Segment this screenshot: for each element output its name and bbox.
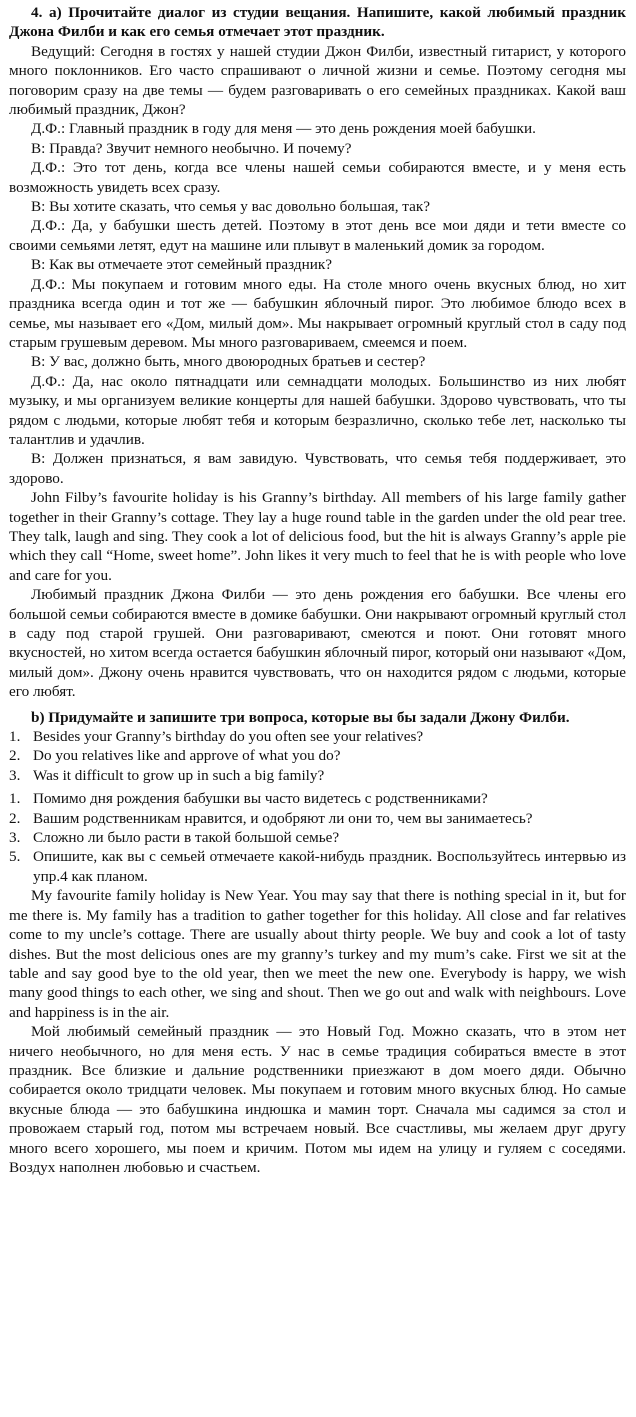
dialogue-line: В: Вы хотите сказать, что семья у вас довольно большая, так? bbox=[31, 198, 430, 216]
dialogue-line: Д.Ф.: Главный праздник в году для меня — это день рождения моей бабушки. bbox=[31, 120, 536, 138]
list-number: 3. bbox=[9, 829, 21, 847]
dialogue-line: Д.Ф.: Да, нас около пятнадцати или семнадцати молодых. Большинство из них любят музыку, и мы организуем великие концерты для нашей бабушки. Здорово чувствовать, что ты рядом с людьми, которые любят тебя и которым безразлично, сколько тебе лет, насколько ты талантлив и удачлив. bbox=[9, 372, 626, 448]
list-item bbox=[9, 789, 626, 808]
exercise-4a-heading: 4. a) Прочитайте диалог из студии вещания. Напишите, какой любимый праздник Джона Филби и как его семья отмечает этот праздник. bbox=[9, 4, 626, 41]
dialogue-line: Д.Ф.: Да, у бабушки шесть детей. Поэтому в этот день все мои дяди и тети вместе со своими семьями летят, едут на машине или плывут в маленький домик за городом. bbox=[9, 217, 626, 254]
list-number: 2. bbox=[9, 809, 21, 827]
list-text: Помимо дня рождения бабушки вы часто видетесь с родственниками? bbox=[33, 790, 488, 808]
list-number: 1. bbox=[9, 728, 21, 746]
list-text: Сложно ли было расти в такой большой семье? bbox=[33, 829, 340, 847]
dialogue-line: Д.Ф.: Это тот день, когда все члены нашей семьи собираются вместе, и у меня есть возможность увидеть всех сразу. bbox=[9, 159, 626, 196]
dialogue-line: Ведущий: Сегодня в гостях у нашей студии Джон Филби, известный гитарист, у которого много поклонников. Его часто спрашивают о личной жизни и семье. Поэтому сегодня мы поговорим сразу на две темы — будем разговаривать о его семейных праздниках. Какой ваш любимый праздник, Джон? bbox=[9, 42, 626, 119]
exercise-5-task bbox=[9, 847, 626, 886]
summary-english: John Filby’s favourite holiday is his Granny’s birthday. All members of his large family gather together in their Granny’s cottage. They lay a huge round table in the garden under the old pear tree. They talk, laugh and sing. They cook a lot of delicious food, but the hit is always Granny’s apple pie which they call “Home, sweet home”. John likes it very much to feel that he is with people who love and care for you. bbox=[9, 489, 626, 584]
list-text: Вашим родственникам нравится, и одобряют ли они то, чем вы занимаетесь? bbox=[33, 809, 533, 827]
list-text: Besides your Granny’s birthday do you often see your relatives? bbox=[33, 728, 424, 746]
answer-russian: Мой любимый семейный праздник — это Новый Год. Можно сказать, что в этом нет ничего необычного, но для меня есть. У нас в семье традиция собираться вместе в этот праздник. Все близкие и дальние родственники приезжают в дом моего дяди. Обычно собирается около тридцати человек. Мы покупаем и готовим много вкусных блюд. Но самые вкусные блюда — это бабушкина индюшка и мамин торт. Сначала мы садимся за стол и провожаем старый год, потом мы встречаем новый. Все счастливы, мы желаем друг другу много всего хорошего, мы поем и кричим. Потом мы идем на улицу и гуляем с соседями. Воздух наполнен любовью и счастьем. bbox=[9, 1023, 626, 1176]
list-item bbox=[9, 828, 626, 847]
dialogue-line: Д.Ф.: Мы покупаем и готовим много еды. На столе много очень вкусных блюд, но хит праздника всегда один и тот же — бабушкин яблочный пирог. Это любимое блюдо всех в семье, мы называет его «Дом, милый дом». Мы накрывает огромный круглый стол в саду под старым грушевым деревом. Мы много разговариваем, смеемся и поем. bbox=[9, 275, 626, 351]
dialogue-line: В: Правда? Звучит немного необычно. И почему? bbox=[31, 139, 352, 157]
dialogue bbox=[9, 42, 626, 488]
list-item bbox=[9, 766, 626, 785]
list-text: Was it difficult to grow up in such a big family? bbox=[33, 766, 325, 784]
list-text: Опишите, как вы с семьей отмечаете какой-нибудь праздник. Воспользуйтесь интервью из упр.4 как планом. bbox=[33, 848, 626, 885]
list-item bbox=[9, 746, 626, 765]
questions-english-list bbox=[9, 727, 626, 785]
dialogue-line: В: У вас, должно быть, много двоюродных братьев и сестер? bbox=[31, 353, 426, 371]
list-number: 2. bbox=[9, 747, 21, 765]
list-text: Do you relatives like and approve of what you do? bbox=[33, 747, 341, 765]
list-number: 5. bbox=[9, 848, 21, 866]
answer-english: My favourite family holiday is New Year. You may say that there is nothing special in it, but for me there is. My family has a tradition to gather together for this holiday. All close and far relatives come to my uncle’s cottage. There are usually about thirty people. We buy and cook a lot of tasty dishes. But the most delicious ones are my granny’s turkey and my mum’s cake. First we sit at the table and say good bye to the old year, then we meet the new one. Everybody is happy, we wish many good things to each other, we sing and shout. Then we go out and walk with neighbours. Love and happiness is in the air. bbox=[9, 887, 626, 1021]
list-number: 1. bbox=[9, 790, 21, 808]
exercise-4b-heading: b) Придумайте и запишите три вопроса, которые вы бы задали Джону Филби. bbox=[31, 708, 570, 726]
list-number: 3. bbox=[9, 766, 21, 784]
questions-russian-list bbox=[9, 789, 626, 886]
list-item bbox=[9, 727, 626, 746]
dialogue-line: В: Как вы отмечаете этот семейный праздник? bbox=[31, 256, 332, 274]
summary-russian: Любимый праздник Джона Филби — это день рождения его бабушки. Все члены его большой семьи собираются вместе в домике бабушки. Они накрывают огромный круглый стол в саду под старой грушей. Они разговаривают, смеются и поют. Они готовят много вкусностей, но хитом всегда остается бабушкин яблочный пирог, который они называют «Дом, милый дом». Джону очень нравится чувствовать, что он находится рядом с людьми, которые его любят. bbox=[9, 586, 626, 701]
dialogue-line: В: Должен признаться, я вам завидую. Чувствовать, что семья тебя поддерживает, это здорово. bbox=[9, 450, 626, 487]
list-item bbox=[9, 809, 626, 828]
